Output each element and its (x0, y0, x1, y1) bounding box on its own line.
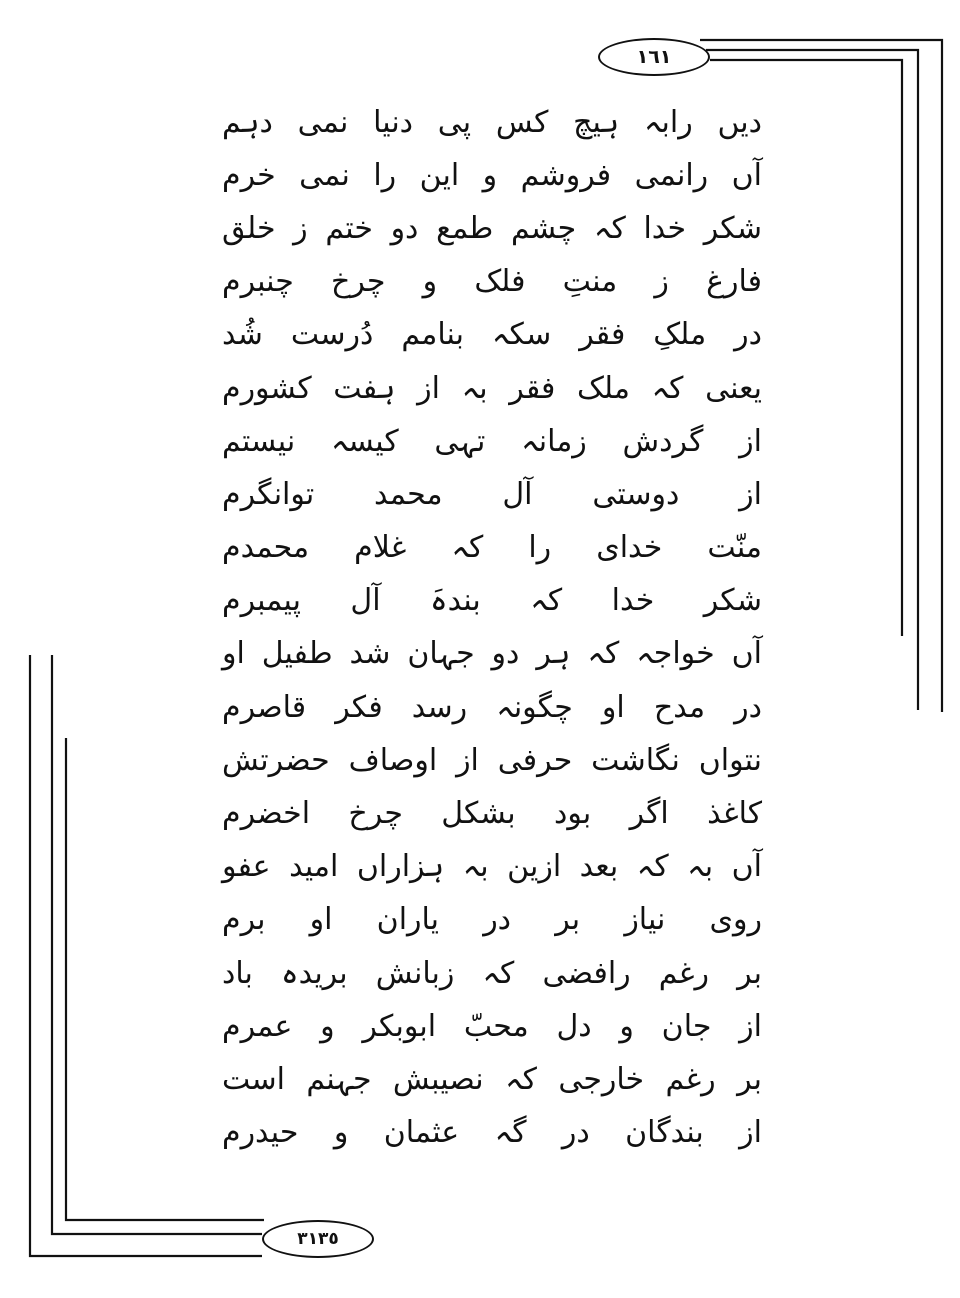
verse-line (222, 96, 762, 149)
footer-number-badge (262, 1220, 374, 1258)
verse-line (222, 522, 762, 575)
page-number-badge (598, 38, 710, 76)
verse-text: دیں رابہ ہیچ کس پی دنیا نمی دہم (222, 104, 762, 140)
page-number-text: ١٦١ (636, 46, 672, 68)
verse-text: از گردش زمانہ تہی کیسہ نیستم (222, 423, 762, 459)
footer-number-text: ٣١٣٥ (297, 1229, 339, 1249)
verse-line (222, 309, 762, 362)
verse-line (222, 1000, 762, 1053)
verse-line (222, 1107, 762, 1160)
verse-line (222, 1053, 762, 1106)
verse-text: بر رغم خارجی کہ نصیبش جہنم است (222, 1061, 762, 1097)
verse-text: نتواں نگاشت حرفی از اوصاف حضرتش (222, 742, 762, 778)
verse-line (222, 415, 762, 468)
verse-text: روی نیاز بر در یاران او برم (222, 902, 762, 938)
verse-text: شکر خدا کہ چشم طمع دو ختم ز خلق (222, 210, 762, 246)
verse-text: آں خواجہ کہ ہر دو جہان شد طفیل او (222, 636, 762, 672)
verse-text: کاغذ اگر بود بشکل چرخ اخضرم (222, 796, 762, 832)
verse-text: از جان و دل محبّ ابوبکر و عمرم (222, 1008, 762, 1044)
verse-text: آں رانمی فروشم و این را نمی خرم (222, 157, 762, 193)
verse-line (222, 787, 762, 840)
verse-text: از بندگان در گہ عثمان و حیدرم (222, 1115, 762, 1151)
verse-text: منّت خدای را کہ غلام محمدم (222, 530, 762, 566)
verse-line (222, 575, 762, 628)
verse-text: در مدح او چگونہ رسد فکر قاصرم (222, 689, 762, 725)
verse-line (222, 947, 762, 1000)
verse-text: از دوستی آل محمد توانگرم (222, 476, 762, 512)
verse-text: شکر خدا کہ بندہَ آل پیمبرم (222, 583, 762, 619)
verse-text: فارغ ز منتِ فلک و چرخ چنبرم (222, 264, 762, 300)
verse-line (222, 628, 762, 681)
verse-line (222, 468, 762, 521)
verse-text: بر رغم رافضی کہ زبانش بریدہ باد (222, 955, 762, 991)
verse-text: در ملکِ فقر سکہ بنامم دُرست شُد (222, 317, 762, 353)
verse-text: آں بہ کہ بعد ازین بہ ہزاراں امید عفو (222, 849, 762, 885)
verse-line (222, 256, 762, 309)
verse-line (222, 149, 762, 202)
verse-line (222, 202, 762, 255)
verse-line (222, 841, 762, 894)
verse-line (222, 681, 762, 734)
poem-verses (222, 96, 762, 1160)
verse-text: یعنی کہ ملک فقر بہ از ہفت کشورم (222, 370, 762, 406)
verse-line (222, 362, 762, 415)
verse-line (222, 894, 762, 947)
verse-line (222, 734, 762, 787)
